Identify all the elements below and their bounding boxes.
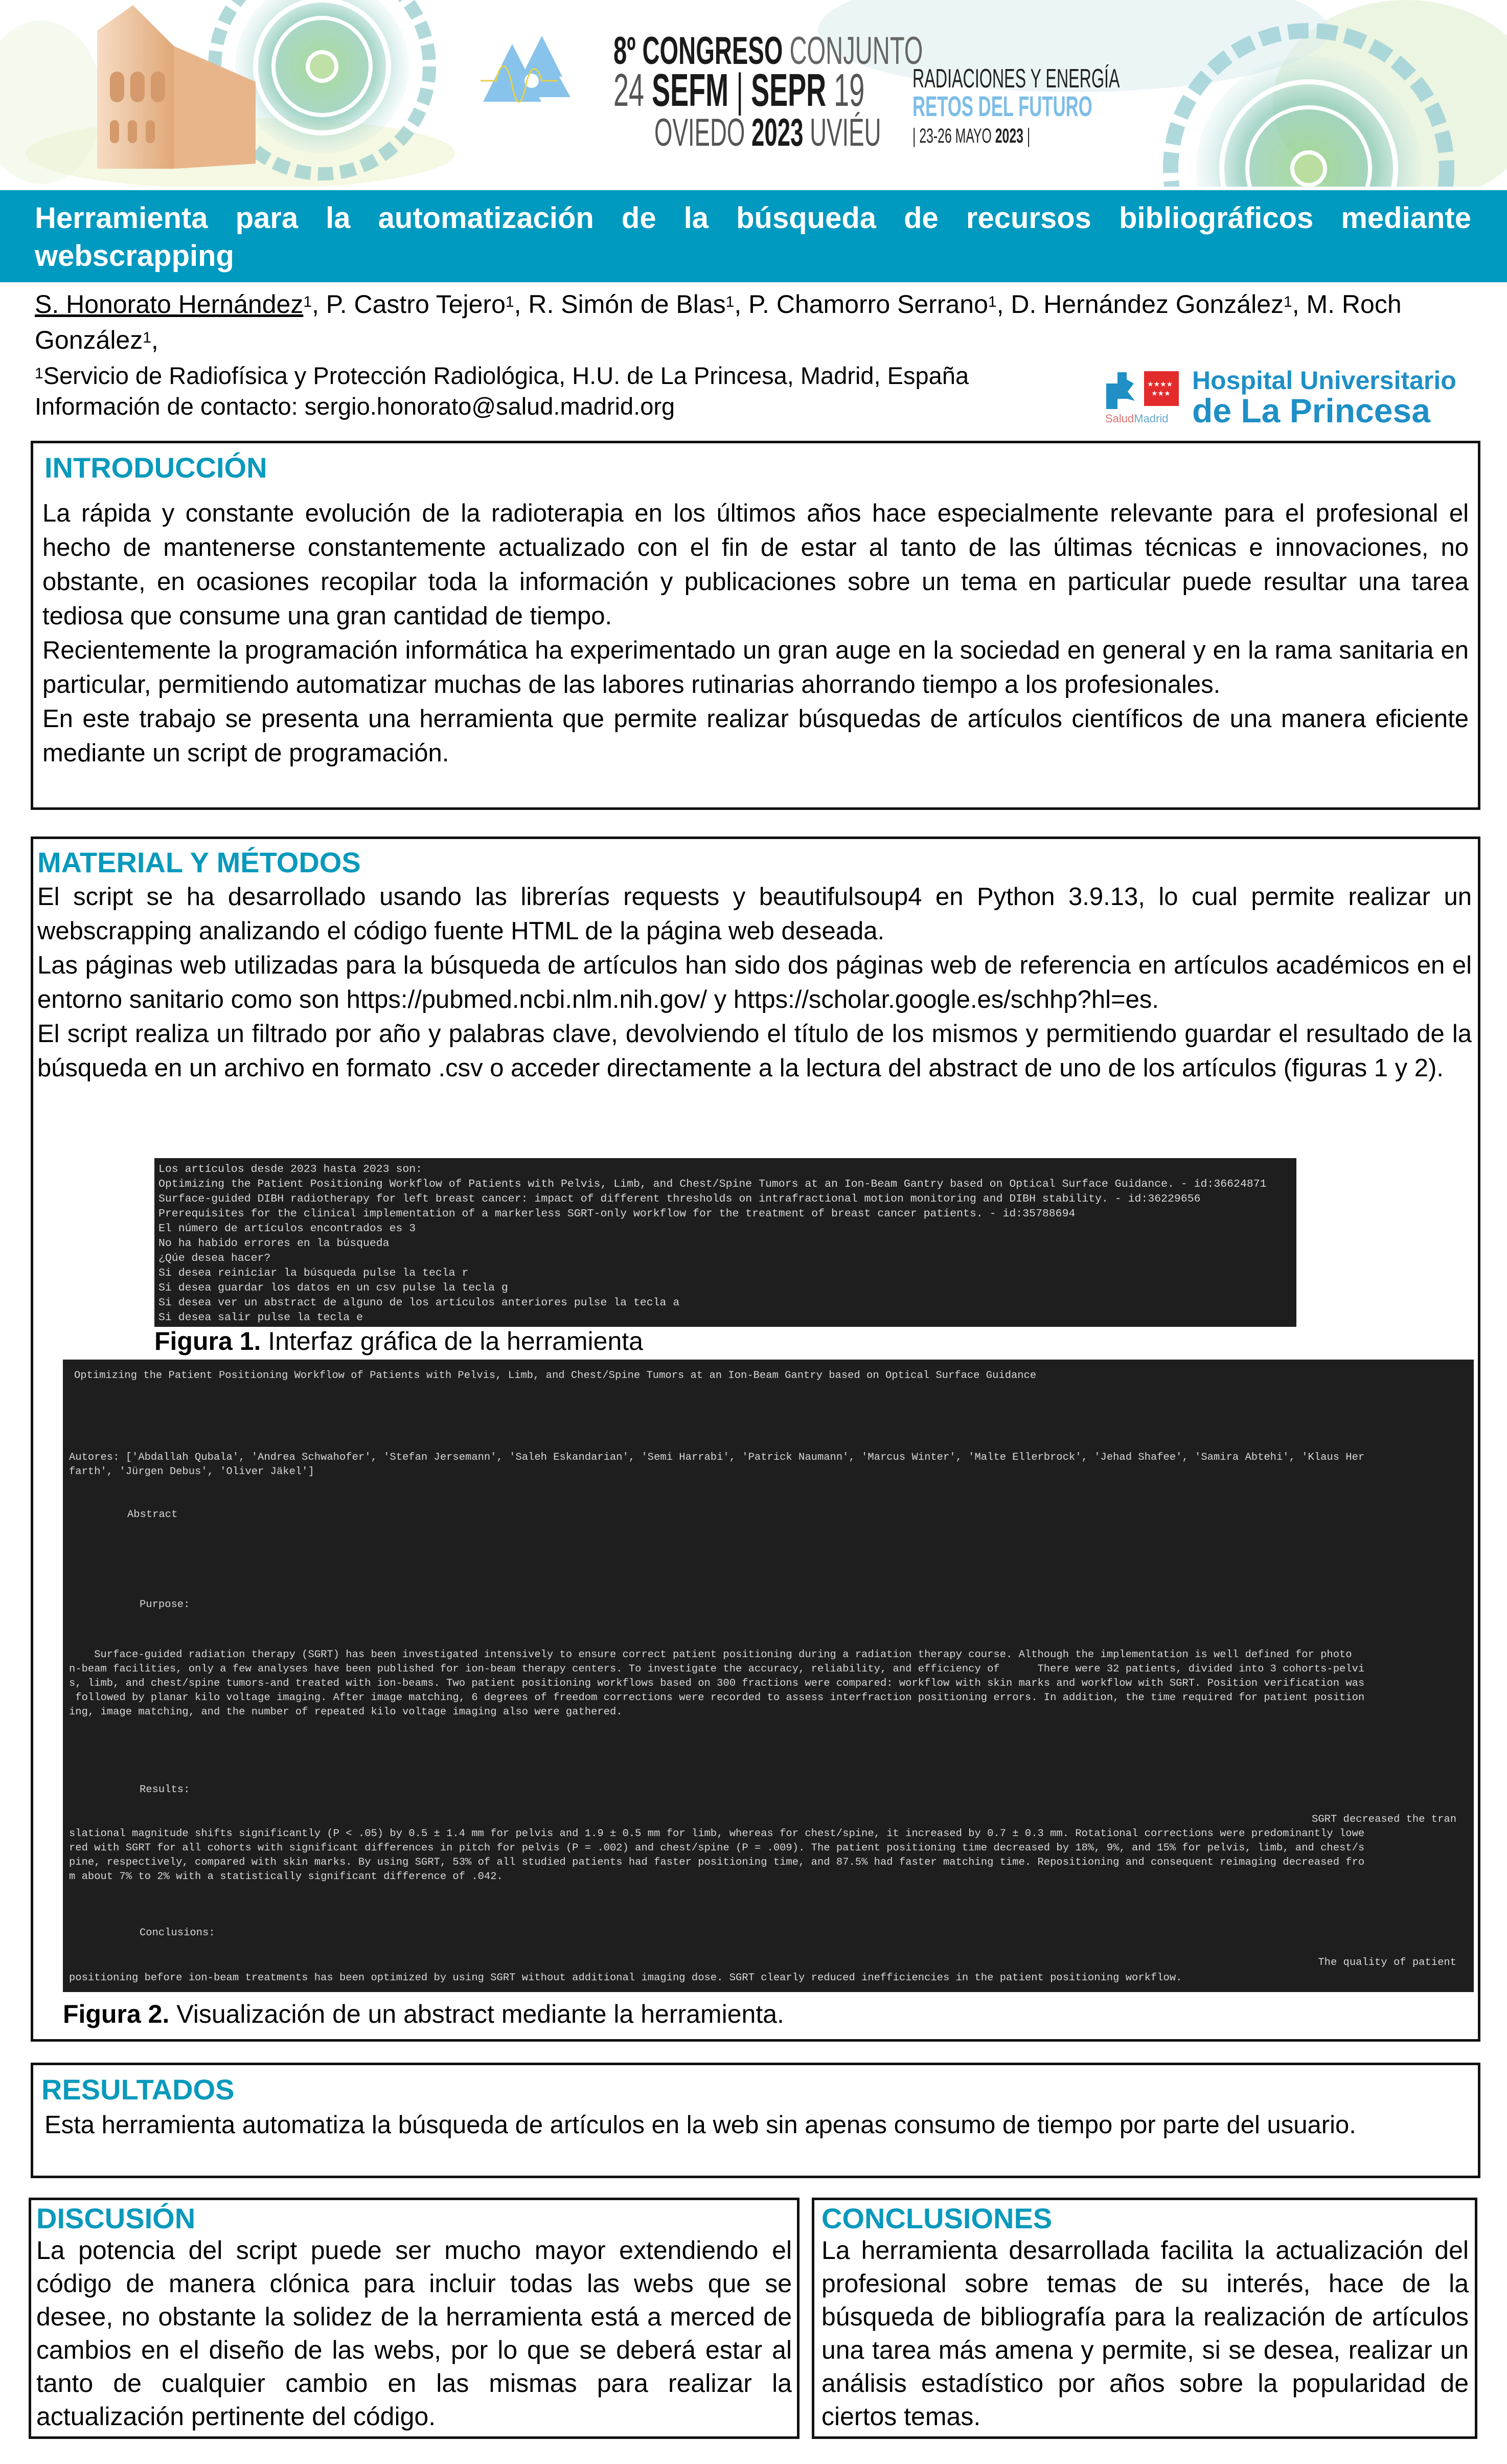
section-introduccion: [31, 441, 1480, 810]
paragraph: El script se ha desarrollado usando las librerías requests y beautifulsoup4 en Python 3.9.13, lo cual permite realizar un webscrapping analizando el código fuente HTML de la página web deseada.: [37, 883, 1472, 945]
authors-list: [35, 286, 1476, 358]
terminal-line: El número de artículos encontrados es 3: [158, 1223, 416, 1235]
author-name: , M. Roch González: [35, 290, 1402, 354]
congress-dates-light: 23-26 MAYO: [919, 125, 992, 147]
section-body: [37, 880, 1472, 1086]
affiliation-sup: 1: [35, 365, 43, 382]
madrid-label: Madrid: [1134, 412, 1169, 425]
figure2-caption: [63, 1999, 784, 2029]
section-title: DISCUSIÓN: [36, 2202, 196, 2234]
paragraph: Las páginas web utilizadas para la búsqueda de artículos han sido dos páginas web de referencia en artículos académicos en el entorno sanitario como son https://pubmed.ncbi.nlm.nih.gov/ y https://scholar.google.es/schhp?hl=es.: [37, 952, 1472, 1013]
terminal-line: Si desea guardar los datos en un csv pulse la tecla g: [158, 1282, 508, 1294]
paragraph: La rápida y constante evolución de la radioterapia en los últimos años hace especialmente relevante para el profesional el hecho de mantenerse constantemente actualizado con el fin de estar al tanto de las últimas técnicas e innovaciones, no obstante, en ocasiones recopilar toda la información y publicaciones sobre un tema en particular puede resultar una tarea tediosa que consume una gran cantidad de tiempo.: [42, 500, 1469, 630]
author-presenter: S. Honorato Hernández: [35, 290, 304, 319]
section-body: [36, 2234, 792, 2433]
terminal-line: Optimizing the Patient Positioning Workflow of Patients with Pelvis, Limb, and Chest/Spine Tumors at an Ion-Beam Gantry based on Optical Surface Guidance. - id:36624871: [158, 1178, 1267, 1190]
caption-text: Interfaz gráfica de la herramienta: [261, 1327, 643, 1355]
abstract-authors-line: Autores: ['Abdallah Qubala', 'Andrea Schwahofer', 'Stefan Jersemann', 'Saleh Eskandarian', 'Semi Harrabi', 'Patrick Naumann', 'Marcus Winter', 'Malte Ellerbrock', 'Jehad Shafee', 'Samira Abtehi', 'Klaus Her: [69, 1452, 1365, 1463]
hospital-name-line2: de La Princesa: [1192, 392, 1430, 429]
congress-tagline1: RADIACIONES Y ENERGÍA: [912, 64, 1120, 94]
terminal-line: Prerequisites for the clinical implementation of a markerless SGRT-only workflow for the treatment of breast cancer patients. - id:35788694: [158, 1208, 1076, 1220]
figure1-caption: [154, 1326, 643, 1357]
terminal-line: ¿Qúe desea hacer?: [158, 1252, 271, 1264]
section-body: [42, 496, 1469, 771]
hospital-name-line1: Hospital Universitario: [1192, 366, 1456, 395]
congress-uvieu: UVIÉU: [810, 111, 881, 154]
salud-madrid-label: [1105, 412, 1169, 425]
svg-text:★★★: ★★★: [1151, 390, 1171, 398]
section-resultados: [31, 2063, 1480, 2178]
terminal-line: Si desea reiniciar la búsqueda pulse la tecla r: [158, 1267, 469, 1279]
section-title: INTRODUCCIÓN: [44, 451, 267, 484]
abstract-authors-line: farth', 'Jürgen Debus', 'Oliver Jäkel']: [69, 1466, 314, 1478]
author-name: , P. Castro Tejero: [312, 290, 506, 319]
author-sup: 1: [988, 293, 997, 310]
author-trailing: ,: [151, 326, 158, 354]
purpose-line: followed by planar kilo voltage imaging. After image matching, 6 degrees of freedom corrections were recorded to assess interfraction positioning errors. In addition, the time required for patient position: [69, 1692, 1365, 1704]
figure2-terminal: [63, 1360, 1474, 1992]
author-sup: 1: [1284, 293, 1292, 310]
congress-line2: 24 SEFM | SEPR 19: [613, 65, 865, 116]
church-illustration-icon: [97, 5, 256, 169]
section-title: CONCLUSIONES: [821, 2202, 1053, 2234]
caption-label: Figura 1.: [154, 1327, 261, 1355]
abstract-label: Abstract: [127, 1509, 178, 1521]
congress-oviedo: OVIEDO: [654, 111, 745, 154]
author-sup: 1: [725, 293, 735, 310]
figure1-terminal: [154, 1158, 1296, 1327]
affiliation-text: Servicio de Radiofísica y Protección Radiológica, H.U. de La Princesa, Madrid, España: [43, 362, 969, 389]
purpose-line: s, limb, and chest/spine tumors-and treated with ion-beams. Two patient positioning workflows based on 300 fractions were compared: workflow with skin marks and workflow with SGRT. Position verification was: [69, 1678, 1365, 1689]
poster-title-bar: [0, 190, 1507, 282]
congress-logo-icon: [481, 36, 570, 102]
conclusions-label: Conclusions:: [140, 1927, 215, 1939]
congress-number-24: 24: [613, 65, 645, 116]
section-body: [821, 2234, 1469, 2433]
poster-title: Herramienta para la automatización de la búsqueda de recursos bibliográficos mediante webscrapping: [35, 201, 1471, 273]
purpose-line: ing, image matching, and the number of repeated kilo voltage imaging also were gathered.: [69, 1706, 623, 1718]
results-line: m about 7% to 2% with a statistically significant difference of .042.: [69, 1871, 503, 1883]
author-name: , R. Simón de Blas: [514, 290, 726, 319]
caption-text: Visualización de un abstract mediante la herramienta.: [169, 2000, 784, 2028]
conclusions-right-line: The quality of patient: [1318, 1957, 1456, 1969]
results-right-line: SGRT decreased the tran: [1312, 1814, 1456, 1825]
abstract-title-line: Optimizing the Patient Positioning Workflow of Patients with Pelvis, Limb, and Chest/Spine Tumors at an Ion-Beam Gantry based on Optical Surface Guidance: [74, 1370, 1037, 1382]
congress-year: 2023: [751, 111, 804, 154]
congress-tagline2: RETOS DEL FUTURO: [912, 90, 1092, 122]
author-name: , D. Hernández González: [996, 290, 1284, 319]
congress-sepr: SEPR: [751, 65, 827, 116]
purpose-line: Surface-guided radiation therapy (SGRT) has been investigated intensively to ensure correct patient positioning during a radiation therapy course. Although the implementation is well defined for photo: [69, 1649, 1352, 1661]
author-sup: 1: [303, 293, 312, 310]
section-discusion: [29, 2198, 800, 2439]
results-line: slational magnitude shifts significantly (P < .05) by 0.5 ± 1.4 mm for pelvis and 1.9 ± 0.5 mm for limb, whereas for chest/spine, it increased by 0.7 ± 0.3 mm. Rotational corrections were predominantly lowe: [69, 1828, 1365, 1840]
svg-text:★★★★: ★★★★: [1147, 380, 1173, 389]
results-line: red with SGRT for all cohorts with significant differences in pitch for pelvis (P = .002) and chest/spine (P = .009). The patient positioning time decreased by 18%, 9%, and 15% for pelvis, limb, and chest/s: [69, 1842, 1365, 1854]
terminal-line: Surface-guided DIBH radiotherapy for left breast cancer: impact of different thresholds on intrafractional motion monitoring and DIBH stability. - id:36229656: [158, 1193, 1201, 1205]
section-title: MATERIAL Y MÉTODOS: [37, 846, 361, 878]
section-material-metodos: [31, 837, 1480, 2042]
purpose-label: Purpose:: [140, 1599, 190, 1611]
results-line: pine, respectively, compared with skin marks. By using SGRT, 53% of all studied patients had faster positioning time, and 87.5% had faster matching time. Repositioning and consequent reimaging decreased fro: [69, 1857, 1365, 1868]
congress-line1-light: CONJUNTO: [789, 29, 923, 73]
hospital-logo: [1104, 364, 1472, 429]
paragraph: La potencia del script puede ser mucho mayor extendiendo el código de manera clónica para incluir todas las webs que se desee, no obstante la solidez de la herramienta está a merced de cambios en el diseño de las webs, por lo que se deberá estar al tanto de cualquier cambio en las mismas para realizar la actualización pertinente del código.: [36, 2236, 792, 2431]
terminal-line: Los artículos desde 2023 hasta 2023 son:: [158, 1163, 423, 1176]
conclusions-line: positioning before ion-beam treatments has been optimized by using SGRT without additional imaging dose. SGRT clearly reduced inefficiencies in the patient positioning workflow.: [69, 1972, 1182, 1984]
congress-line1-bold: 8º CONGRESO: [613, 29, 783, 73]
section-body: [44, 2108, 1471, 2142]
section-conclusiones: [812, 2198, 1477, 2439]
terminal-line: No ha habido errores en la búsqueda: [158, 1237, 390, 1250]
caption-label: Figura 2.: [63, 2000, 170, 2028]
purpose-line: n-beam facilities, only a few analyses have been published for ion-beam therapy centers. To investigate the accuracy, reliability, and efficiency of There were 32 patients, divided into 3 cohorts-pelvi: [69, 1663, 1365, 1675]
results-label: Results:: [140, 1784, 190, 1796]
paragraph: El script realiza un filtrado por año y palabras clave, devolviendo el título de los mismos y permitiendo guardar el resultado de la búsqueda en un archivo en formato .csv o acceder directamente a la lectura del abstract de uno de los artículos (figuras 1 y 2).: [37, 1020, 1472, 1082]
terminal-line: Si desea salir pulse la tecla e: [158, 1312, 363, 1324]
paragraph: La herramienta desarrollada facilita la actualización del profesional sobre temas de su interés, hace de la búsqueda de bibliografía para la realización de artículos una tarea más amena y permite, si se desea, realizar un análisis estadístico por años sobre la popularidad de ciertos temas.: [821, 2236, 1469, 2431]
author-name: , P. Chamorro Serrano: [734, 290, 988, 319]
congress-dates-year: 2023: [995, 125, 1023, 147]
terminal-line: Si desea ver un abstract de alguno de los artículos anteriores pulse la tecla a: [158, 1297, 680, 1309]
congress-sefm: SEFM: [652, 65, 729, 116]
congress-dates: | 23-26 MAYO 2023 |: [912, 125, 1031, 147]
salud-label: Salud: [1105, 412, 1134, 425]
affiliation: [35, 360, 969, 422]
author-sup: 1: [143, 329, 151, 346]
affiliation-contact: Información de contacto: sergio.honorato@salud.madrid.org: [35, 393, 675, 420]
paragraph: En este trabajo se presenta una herramienta que permite realizar búsquedas de artículos científicos de una manera eficiente mediante un script de programación.: [42, 705, 1469, 767]
congress-number-19: 19: [834, 65, 865, 116]
author-sup: 1: [505, 293, 514, 310]
paragraph: Recientemente la programación informática ha experimentado un gran auge en la sociedad en general y en la rama sanitaria en particular, permitiendo automatizar muchas de las labores rutinarias ahorrando tiempo a los profesionales.: [42, 637, 1469, 698]
affiliation-line1: [35, 360, 969, 391]
congress-banner: [0, 0, 1507, 187]
section-title: RESULTADOS: [41, 2073, 235, 2106]
paragraph: Esta herramienta automatiza la búsqueda de artículos en la web sin apenas consumo de tiempo por parte del usuario.: [44, 2111, 1356, 2139]
